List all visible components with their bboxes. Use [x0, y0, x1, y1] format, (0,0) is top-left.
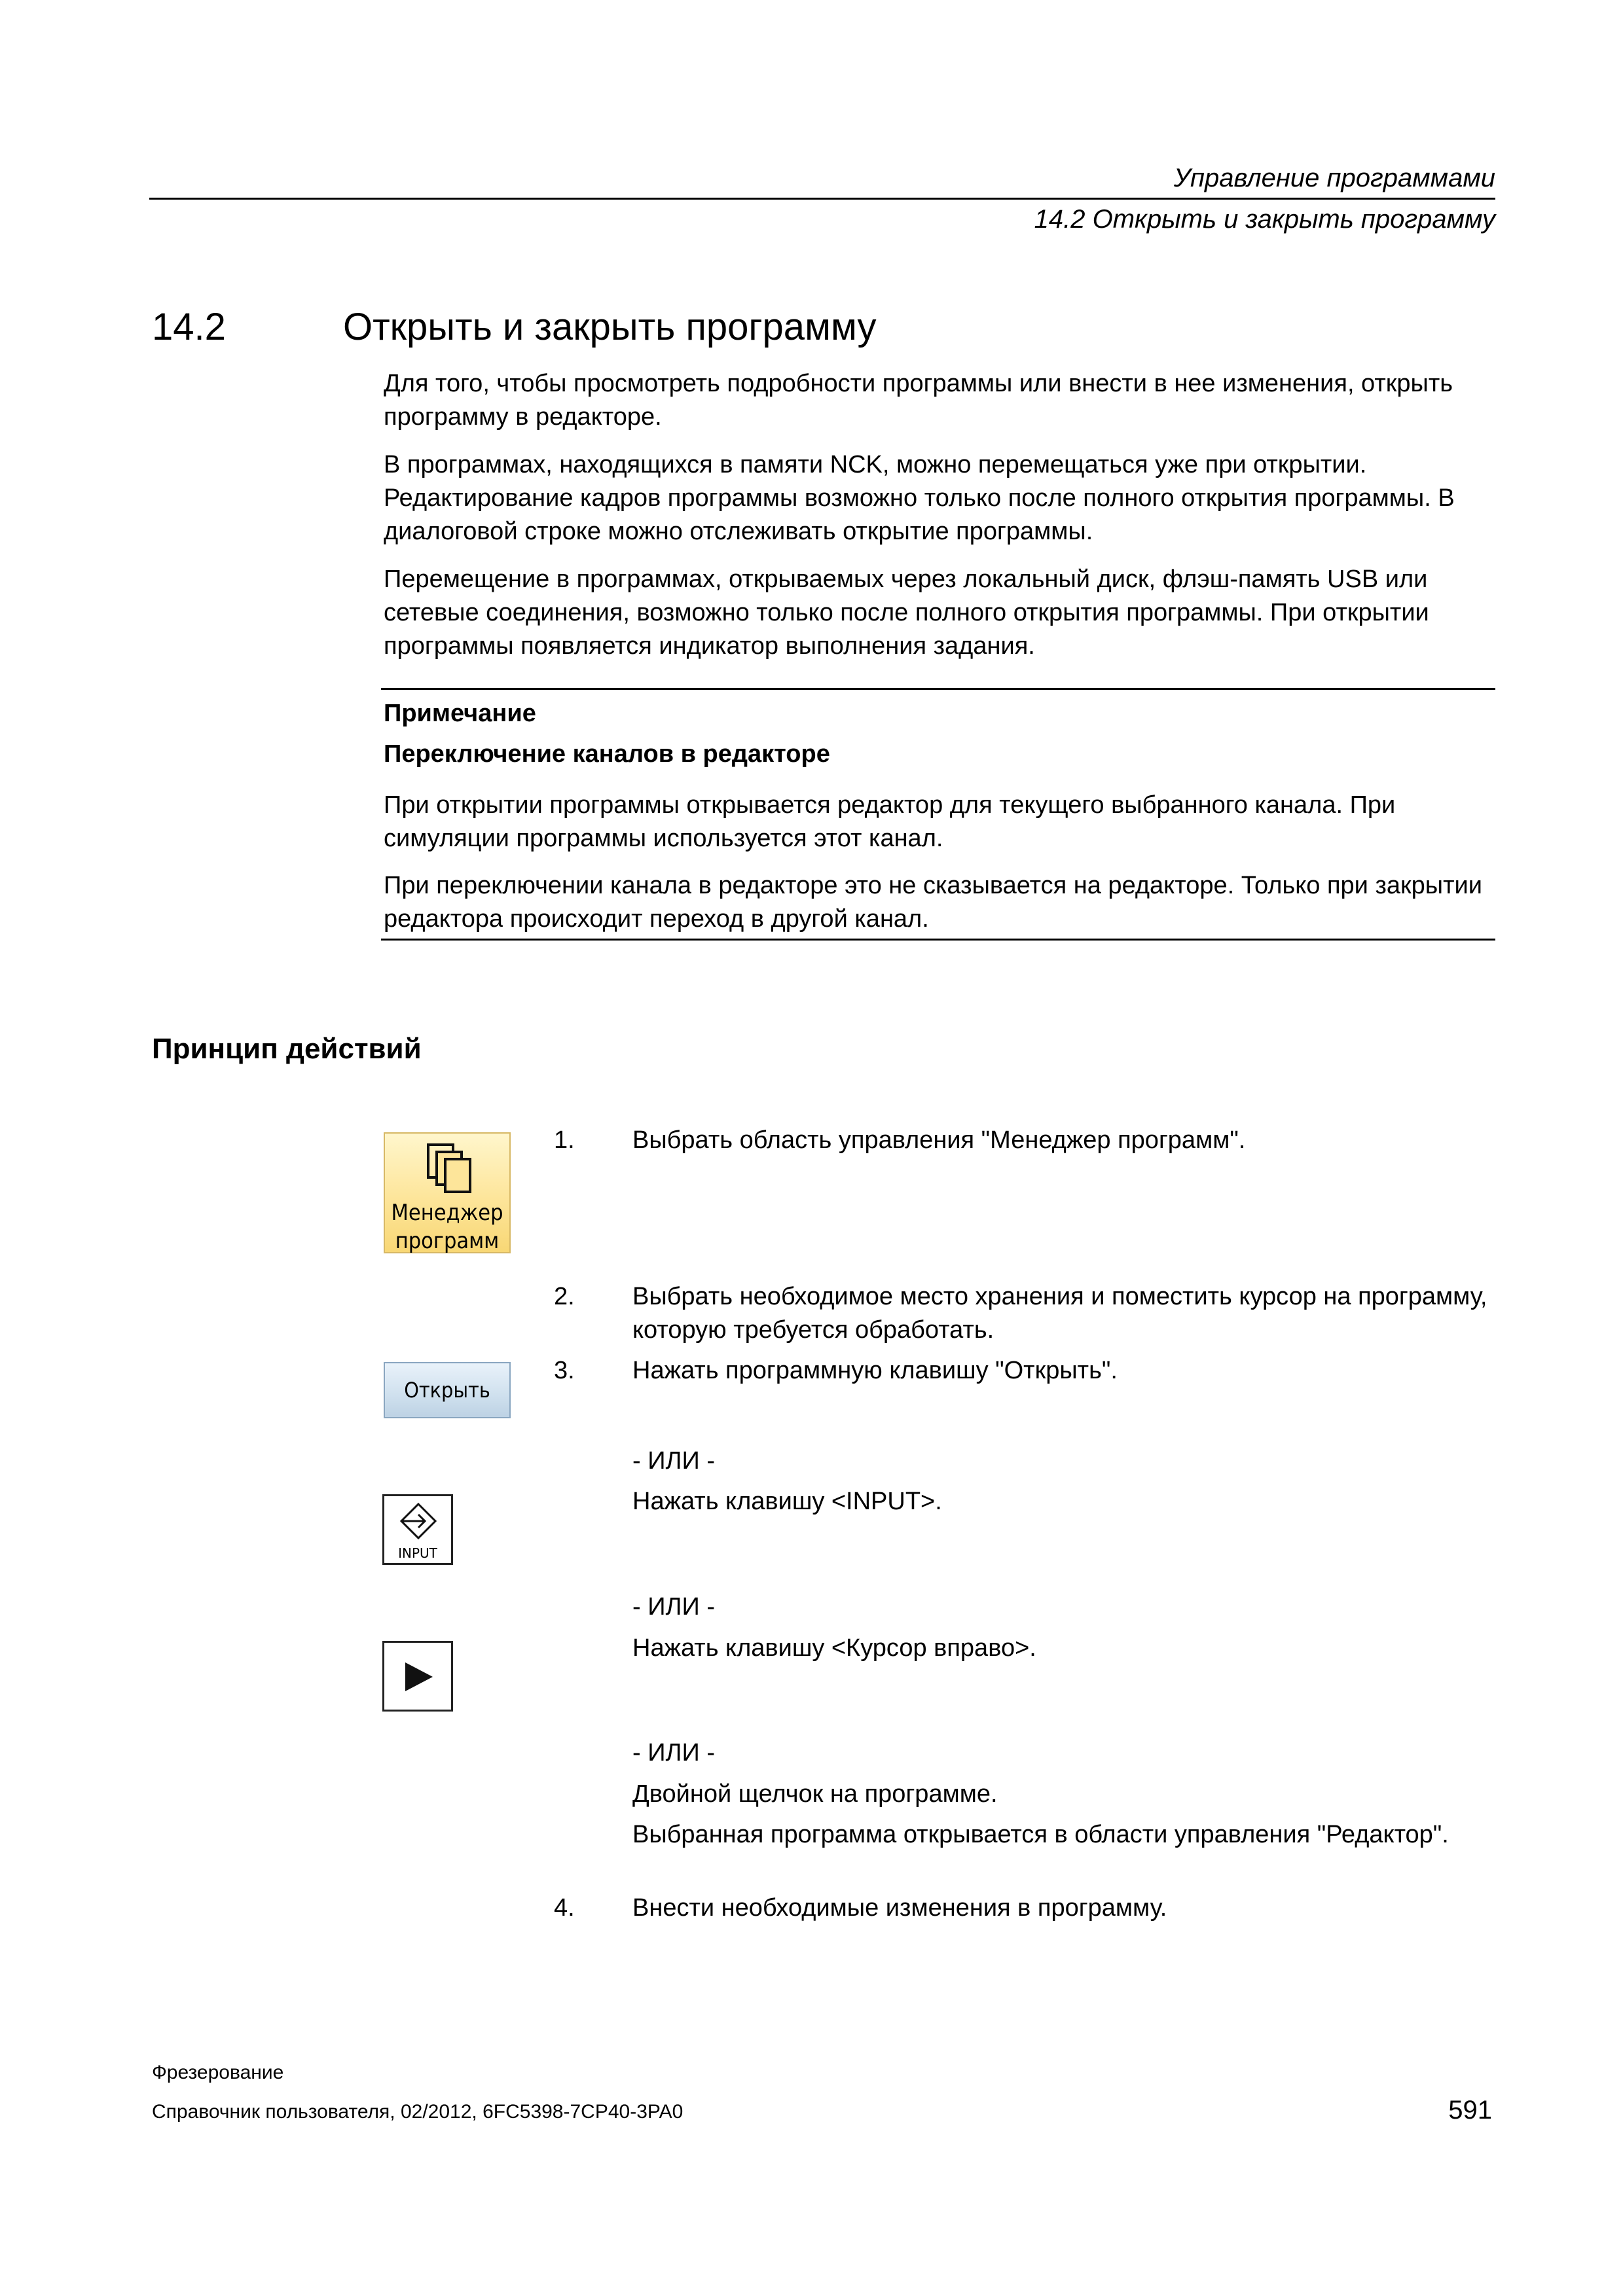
alt-input-text: Нажать клавишу <INPUT>. [632, 1488, 942, 1515]
step-2-text: Выбрать необходимое место хранения и поместить курсор на программу, которую требуется обработать. [632, 1283, 1487, 1344]
section-title: Открыть и закрыть программу [343, 306, 877, 348]
program-manager-icon [426, 1143, 472, 1195]
header-chapter: Управление программами [1173, 164, 1495, 192]
step-1-text: Выбрать область управления "Менеджер программ". [632, 1126, 1246, 1154]
or-label-1: - ИЛИ - [632, 1447, 715, 1475]
note-bottom-rule [381, 939, 1495, 941]
step-2-number: 2. [554, 1283, 575, 1310]
program-manager-label-line1: Менеджер [391, 1200, 503, 1226]
footer-manual: Справочник пользователя, 02/2012, 6FC5398-7CP40-3PA0 [152, 2101, 684, 2123]
program-manager-button[interactable] [384, 1132, 511, 1253]
page-number: 591 [1448, 2096, 1492, 2125]
intro-paragraph-3: Перемещение в программах, открываемых через локальный диск, флэш-память USB или сетевые соединения, возможно только после полного открытия программы. При открытии программы появляется индикатор выполнения задания. [384, 565, 1429, 660]
note-label: Примечание [384, 700, 536, 727]
header-rule [149, 198, 1495, 200]
header-section: 14.2 Открыть и закрыть программу [1034, 205, 1495, 234]
step-4-text: Внести необходимые изменения в программу. [632, 1894, 1167, 1922]
program-manager-label-line2: программ [395, 1228, 500, 1254]
note-paragraph-1: При открытии программы открывается редактор для текущего выбранного канала. При симуляции программы используется этот канал. [384, 791, 1396, 852]
intro-paragraph-2: В программах, находящихся в памяти NCK, можно перемещаться уже при открытии. Редактирование кадров программы возможно только после полного открытия программы. В диалоговой строке можно отслеживать открытие программы. [384, 451, 1455, 545]
note-paragraph-2: При переключении канала в редакторе это не сказывается на редакторе. Только при закрытии редактора происходит переход в другой канал. [384, 872, 1482, 933]
alt-cursor-text: Нажать клавишу <Курсор вправо>. [632, 1634, 1036, 1662]
step-1-number: 1. [554, 1126, 575, 1154]
step-4-number: 4. [554, 1894, 575, 1922]
note-title: Переключение каналов в редакторе [384, 740, 830, 768]
step-3-number: 3. [554, 1357, 575, 1384]
step-3-text: Нажать программную клавишу "Открыть". [632, 1357, 1118, 1384]
procedure-heading: Принцип действий [152, 1033, 422, 1065]
input-key-label: INPUT [398, 1545, 437, 1561]
intro-paragraph-1: Для того, чтобы просмотреть подробности программы или внести в нее изменения, открыть программу в редакторе. [384, 370, 1453, 431]
input-arrow-icon [399, 1501, 438, 1545]
or-label-2: - ИЛИ - [632, 1593, 715, 1621]
or-label-3: - ИЛИ - [632, 1739, 715, 1767]
section-number: 14.2 [152, 306, 226, 348]
note-top-rule [381, 688, 1495, 690]
cursor-right-icon [401, 1660, 435, 1694]
footer-title: Фрезерование [152, 2062, 284, 2083]
alt-double-click-text: Двойной щелчок на программе. [632, 1780, 998, 1808]
input-key[interactable] [382, 1494, 453, 1565]
result-text: Выбранная программа открывается в области управления "Редактор". [632, 1821, 1449, 1848]
cursor-right-key[interactable] [382, 1641, 453, 1712]
open-button[interactable]: Открыть [384, 1362, 511, 1418]
